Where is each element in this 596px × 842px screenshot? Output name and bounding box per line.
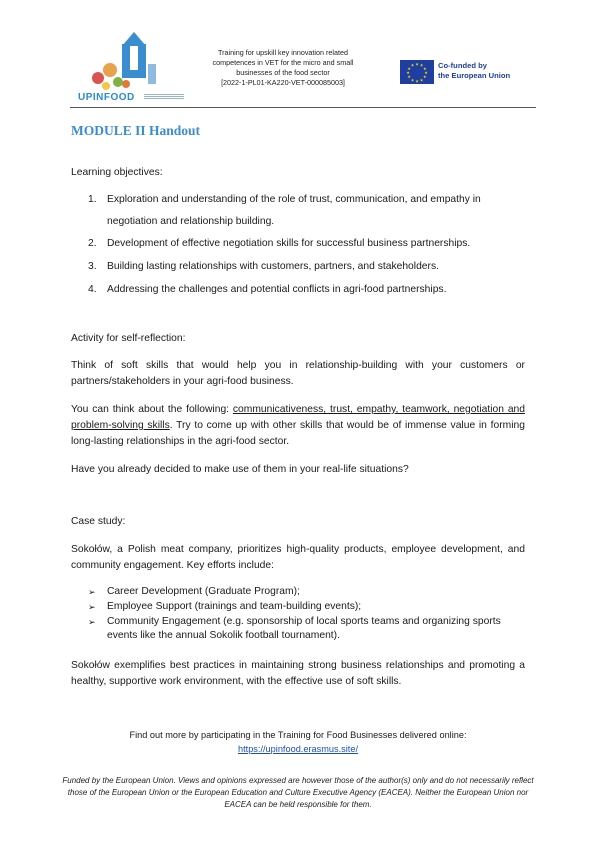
svg-text:★: ★ [406, 70, 410, 75]
header-divider [70, 107, 536, 108]
project-line: businesses of the food sector [236, 68, 330, 77]
reflection-question: Have you already decided to make use of them in your real-life situations? [71, 464, 409, 475]
page-title: MODULE II Handout [71, 123, 201, 138]
reflection-paragraph: You can think about the following: communicativeness, trust, empathy, teamwork, negotiation and problem-solving skills. Try to come up with other skills that would be of immense value in forming long-lasting relationships in the agri-food sector. [71, 404, 525, 447]
objective-number: 2. [88, 238, 97, 249]
website-link[interactable]: https://upinfood.erasmus.site/ [237, 744, 358, 754]
svg-text:★: ★ [424, 70, 428, 75]
project-line: competences in VET for the micro and small [212, 58, 354, 67]
page-header [70, 30, 540, 108]
footer-line: Find out more by participating in the Training for Food Businesses delivered online: [129, 730, 467, 740]
svg-text:★: ★ [423, 74, 427, 79]
case-paragraph: Sokołów, a Polish meat company, prioritizes high-quality products, employee development, and community engagement. Key efforts include: [71, 544, 525, 571]
reflection-heading: Activity for self-reflection: [71, 333, 186, 344]
svg-text:★: ★ [419, 77, 424, 83]
project-line: Training for upskill key innovation related [218, 48, 348, 57]
case-conclusion: Sokołów exemplifies best practices in maintaining strong business relationships and promoting a healthy, supportive work environment, with the effective use of soft skills. [71, 660, 525, 687]
funding-disclaimer: Funded by the European Union. Views and opinions expressed are however those of the author(s) only and do not necessarily reflect those of the European Union or the European Education and Culture Executive Agency (EACEA). Neither the European Union nor EACEA can be held responsible for them. [62, 776, 534, 809]
objective-number: 1. [88, 194, 97, 205]
objective-item: Development of effective negotiation skills for successful business partnerships. [107, 238, 471, 249]
upinfood-logo [70, 30, 190, 105]
eu-flag-icon [400, 60, 434, 84]
svg-text:★: ★ [415, 61, 419, 67]
project-info [198, 48, 368, 88]
eu-cofunded-label: Co-funded by the European Union [438, 61, 511, 80]
objective-item: Addressing the challenges and potential conflicts in agri-food partnerships. [107, 284, 447, 295]
upinfood-logo-graphic [70, 30, 190, 92]
svg-text:★: ★ [423, 66, 427, 71]
objectives-heading: Learning objectives: [71, 167, 163, 178]
svg-text:★: ★ [407, 66, 411, 71]
case-heading: Case study: [71, 516, 126, 527]
svg-text:★: ★ [410, 62, 415, 68]
svg-text:★: ★ [407, 74, 411, 79]
svg-text:★: ★ [419, 62, 424, 68]
objective-item: Building lasting relationships with customers, partners, and stakeholders. [107, 261, 439, 272]
skills-list: communicativeness, trust, empathy, teamwork, negotiation and problem-solving skills [71, 404, 525, 431]
footer-link-wrap [71, 742, 525, 756]
arrow-bullet-icon: ➢ [88, 587, 96, 597]
objective-item: Exploration and understanding of the role of trust, communication, and empathy in negotiation and relationship building. [107, 194, 481, 227]
case-bullet: Community Engagement (e.g. sponsorship of local sports teams and organizing sports events like the annual Sokolik football tournament). [107, 616, 501, 641]
case-bullet: Employee Support (trainings and team-building events); [107, 601, 362, 612]
project-code: [2022-1-PL01-KA220-VET-000085003] [221, 78, 345, 87]
case-bullet: Career Development (Graduate Program); [107, 586, 300, 597]
objective-number: 4. [88, 284, 97, 295]
logo-tagline-lines [144, 94, 184, 100]
svg-text:★: ★ [415, 78, 419, 84]
reflection-paragraph: Think of soft skills that would help you in relationship-building with your customers or partners/stakeholders in your agri-food business. [71, 360, 525, 387]
arrow-bullet-icon: ➢ [88, 602, 96, 612]
arrow-bullet-icon: ➢ [88, 617, 96, 627]
svg-text:★: ★ [410, 77, 415, 83]
objective-number: 3. [88, 261, 97, 272]
logo-wordmark: UPINFOOD [78, 92, 135, 103]
